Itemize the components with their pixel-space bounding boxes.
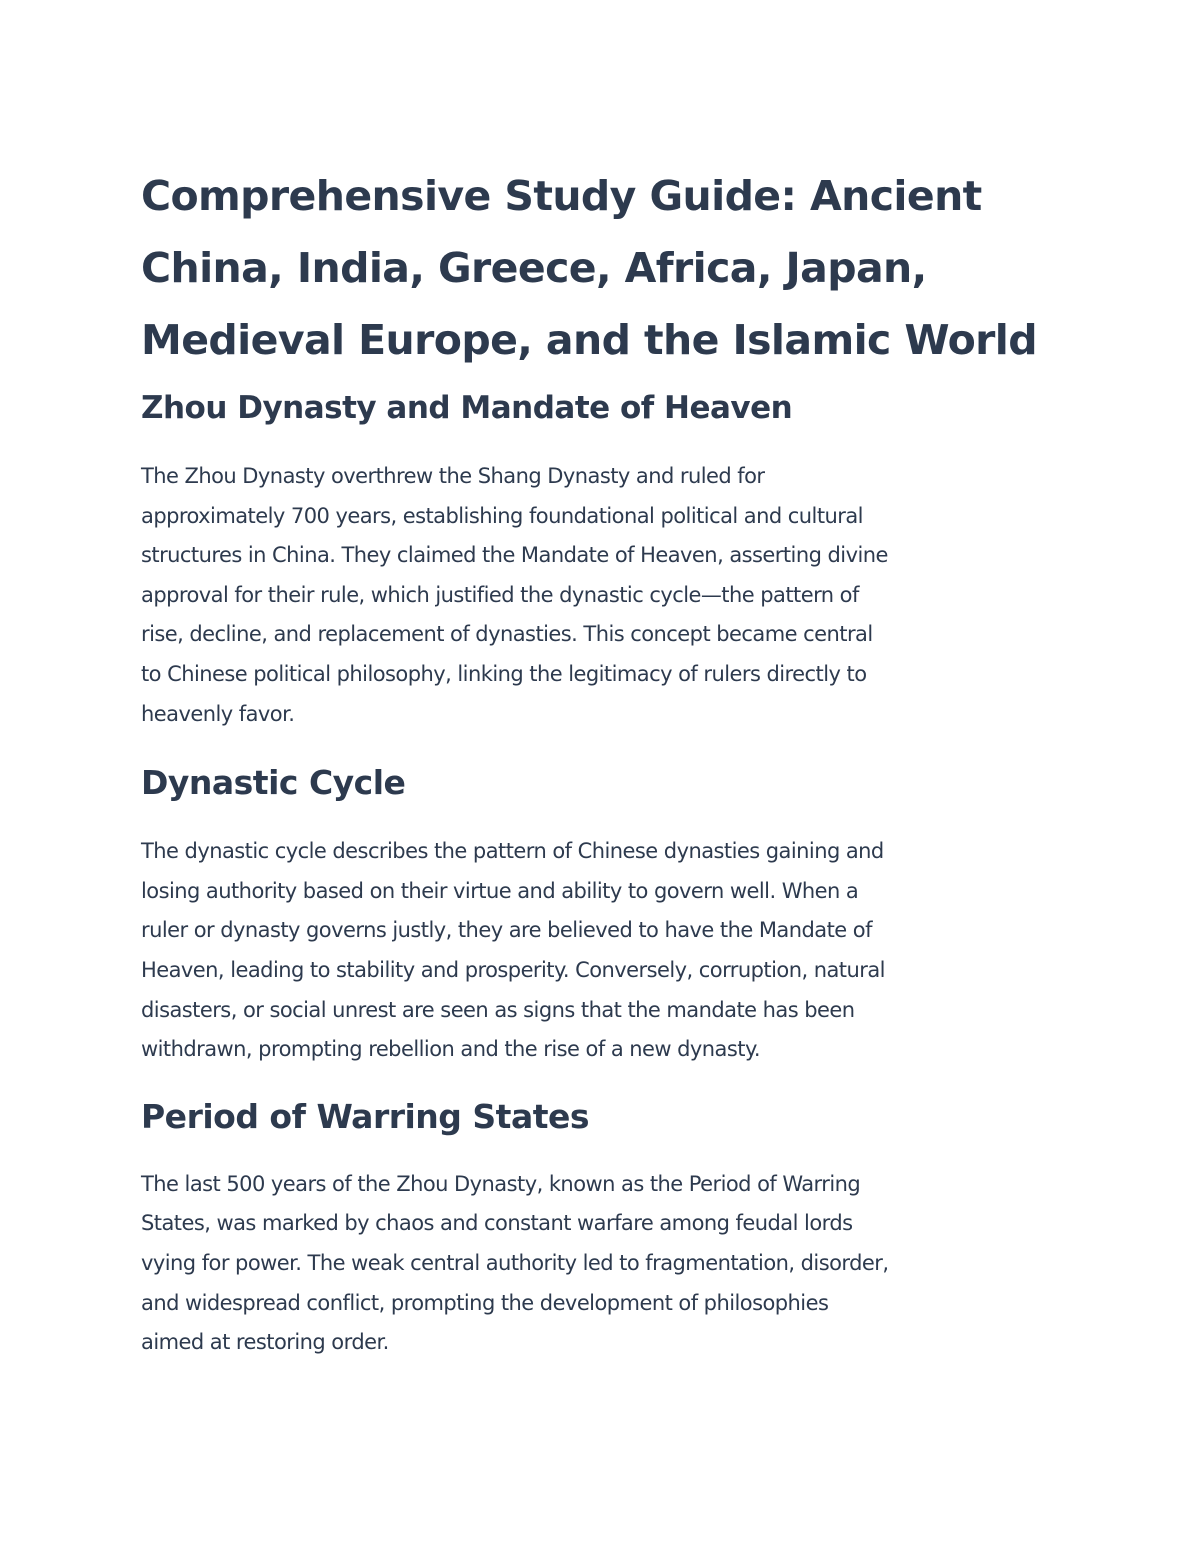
section-body-dynastic-cycle: The dynastic cycle describes the pattern of Chinese dynasties gaining and losing authority based on their virtue and ability to govern well. When a ruler or dynasty governs justly, they are believed to have the Mandate of Heaven, leading to stability and prosperity. Conversely, corruption, natural disasters, or social unrest are seen as signs that the mandate has been withdrawn, prompting rebellion and the rise of a new dynasty. <box>141 839 885 1062</box>
document-page <box>141 160 1061 1363</box>
section-heading-warring-states: Period of Warring States <box>141 1096 590 1136</box>
section-heading-zhou-dynasty: Zhou Dynasty and Mandate of Heaven <box>141 390 793 426</box>
document-title: Comprehensive Study Guide: Ancient China, India, Greece, Africa, Japan, Medieval Europe, and the Islamic World <box>141 172 1037 364</box>
section-heading-dynastic-cycle: Dynastic Cycle <box>141 763 406 803</box>
section-body-zhou-dynasty: The Zhou Dynasty overthrew the Shang Dynasty and ruled for approximately 700 years, establishing foundational political and cultural structures in China. They claimed the Mandate of Heaven, asserting divine approval for their rule, which justified the dynastic cycle—the pattern of rise, decline, and replacement of dynasties. This concept became central to Chinese political philosophy, linking the legitimacy of rulers directly to heavenly favor. <box>141 464 888 726</box>
section-body-warring-states: The last 500 years of the Zhou Dynasty, known as the Period of Warring States, was marked by chaos and constant warfare among feudal lords vying for power. The weak central authority led to fragmentation, disorder, and widespread conflict, prompting the development of philosophies aimed at restoring order. <box>141 1171 889 1355</box>
